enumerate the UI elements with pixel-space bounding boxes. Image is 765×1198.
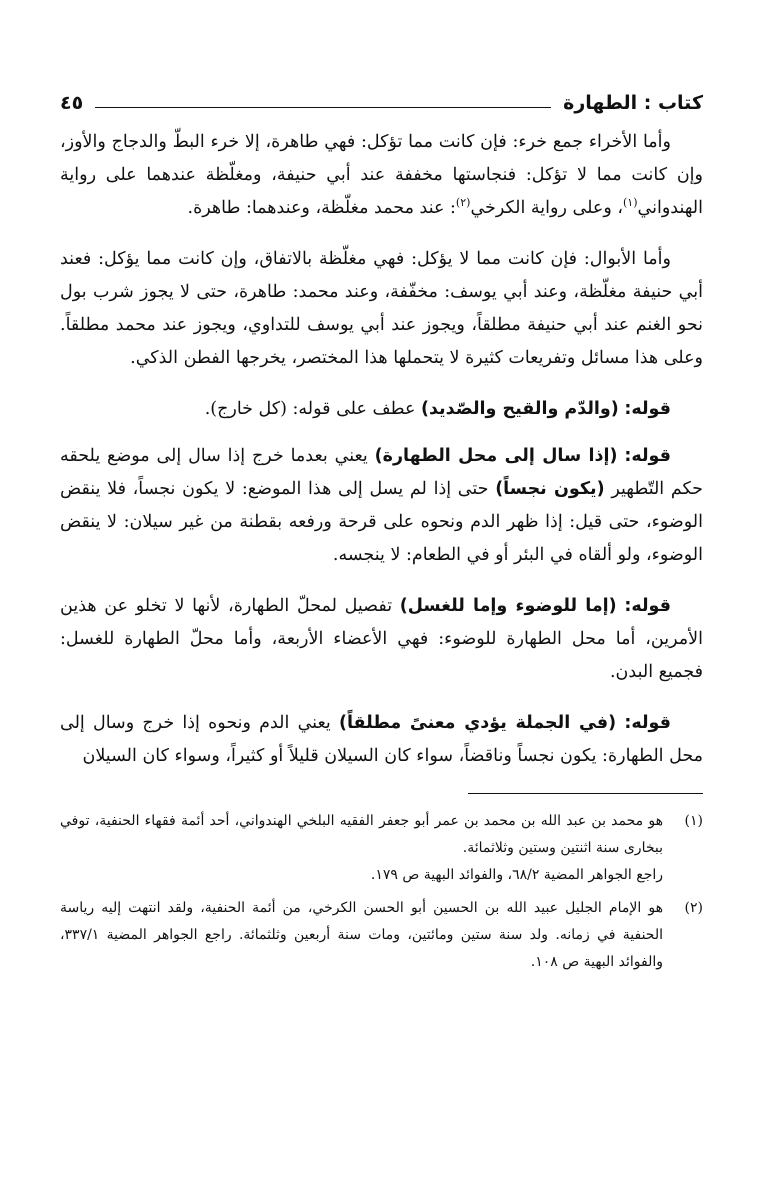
page-header xyxy=(60,80,703,114)
paragraph-excrements xyxy=(60,126,703,225)
paragraph-wudu-ghusl xyxy=(60,590,703,689)
quoted-phrase: (إذا سال إلى محل الطهارة) xyxy=(374,446,618,466)
footnote-reference: راجع الجواهر المضية ٦٨/٢، والفوائد البهية ص ١٧٩. xyxy=(370,867,663,883)
quoted-phrase: (والدّم والقيح والصّديد) xyxy=(420,399,619,419)
paragraph-text: : عند محمد مغلّظة، وعندهما: طاهرة. xyxy=(187,198,456,218)
paragraph-text: وأما الأبوال: فإن كانت مما لا يؤكل: فهي مغلّظة بالاتفاق، وإن كانت مما يؤكل: فعند أبي حنيفة مغلّظة، وعند أبي يوسف: مخفّفة، وعند محمد: طاهرة، حتى لا يجوز شرب بول نحو الغنم عند أبي حنيفة مطلقاً، ويجوز عند أبي يوسف للتداوي، ويجوز عند محمد مطلقاً. وعلى هذا مسائل وتفريعات كثيرة لا يتحملها هذا المختصر، يخرجها الفطن الذكي. xyxy=(60,249,703,368)
paragraph-text: يعني بعدما خرج إذا سال إلى موضع يلحقه حكم التّطهير xyxy=(60,446,703,499)
page-number: ٤٥ xyxy=(60,92,84,114)
footnote-1 xyxy=(60,808,703,889)
paragraph-text: حتى إذا لم يسل إلى هذا الموضع: لا يكون نجساً، فلا ينقض الوضوء، حتى قيل: إذا ظهر الدم ونحوه على قرحة ورفعه بقطنة من غير سيلان: لا ينقض الوضوء، ولو ألقاه في البئر أو في الطعام: لا ينجسه. xyxy=(60,479,703,565)
footnote-2 xyxy=(60,895,703,976)
paragraph-text: عطف على قوله: (كل خارج). xyxy=(204,399,421,419)
footnote-text: هو الإمام الجليل عبيد الله بن الحسين أبو الحسن الكرخي، من أئمة الحنفية، ولقد انتهت إليه رياسة الحنفية في زمانه. ولد سنة ستين ومائتين، ومات سنة أربعين وثلثمائة. راجع الجواهر المضية ٣٣٧/١، والفوائد البهية ص ١٠٨. xyxy=(60,900,663,970)
footnote-ref-1: (١) xyxy=(622,196,638,210)
quoted-phrase: (يكون نجساً) xyxy=(495,479,605,499)
footnote-ref-2: (٢) xyxy=(455,196,471,210)
paragraph-text: تفصيل لمحلّ الطهارة، لأنها لا تخلو عن هذين الأمرين، أما محل الطهارة للوضوء: فهي الأعضاء الأربعة، وأما محلّ الطهارة للغسل: فجميع البدن. xyxy=(60,596,703,682)
footnote-number: (٢) xyxy=(684,900,703,916)
paragraph-text: وأما الأخراء جمع خرء: فإن كانت مما تؤكل: فهي طاهرة، إلا خرء البطّ والدجاج والأوز، وإن كانت مما لا تؤكل: فنجاستها مخففة عند أبي حنيفة، ومغلّظة عندهما على رواية الهندواني xyxy=(60,132,703,218)
footnote-text: هو محمد بن عبد الله بن محمد بن عمر أبو جعفر الفقيه البلخي الهندواني، أحد أئمة فقهاء الحنفية، توفي ببخارى سنة اثنتين وستين وثلاثمائة. xyxy=(60,813,663,856)
running-title: كتاب : الطهارة xyxy=(563,92,703,114)
header-rule xyxy=(95,107,551,108)
footnote-number: (١) xyxy=(684,813,703,829)
footnote-body xyxy=(60,808,663,889)
paragraph-text: يعني الدم ونحوه إذا خرج وسال إلى محل الطهارة: يكون نجساً وناقضاً، سواء كان السيلان قليلاً أو كثيراً، وسواء كان السيلان xyxy=(60,713,703,766)
paragraph-blood xyxy=(60,393,703,426)
footnote-separator xyxy=(468,793,703,794)
paragraph-flow xyxy=(60,440,703,572)
quoted-phrase: (في الجملة يؤدي معنىً مطلقاً) xyxy=(338,713,617,733)
qawluh-marker: قوله: xyxy=(624,596,671,616)
paragraph-general xyxy=(60,707,703,773)
qawluh-marker: قوله: xyxy=(624,446,671,466)
qawluh-marker: قوله: xyxy=(624,399,671,419)
paragraph-urine xyxy=(60,243,703,375)
footnote-body xyxy=(60,895,663,976)
quoted-phrase: (إما للوضوء وإما للغسل) xyxy=(399,596,617,616)
paragraph-text: ، وعلى رواية الكرخي xyxy=(470,198,623,218)
qawluh-marker: قوله: xyxy=(624,713,671,733)
